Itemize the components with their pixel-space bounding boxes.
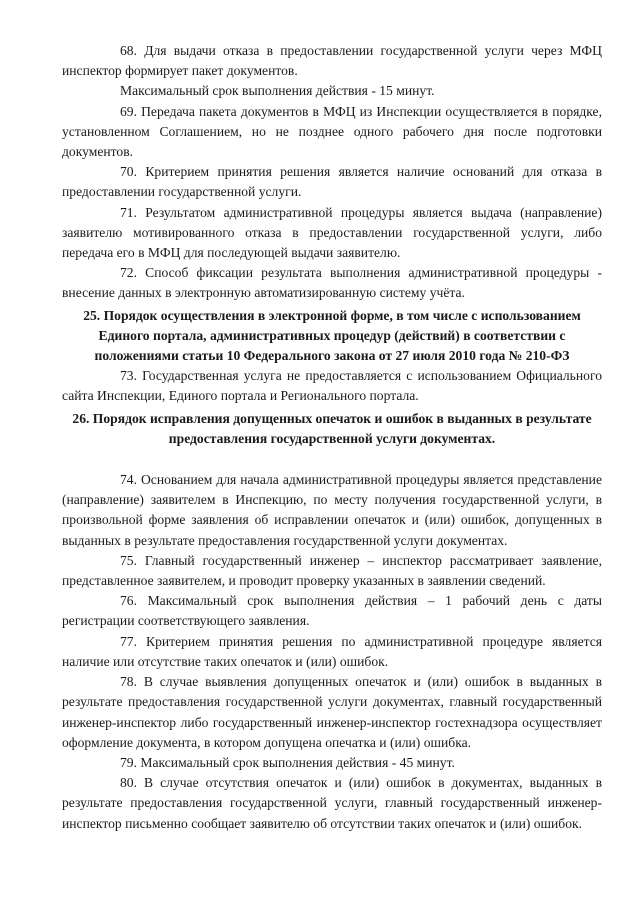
paragraph-73: 73. Государственная услуга не предоставляется с использованием Официального сайта Инспекции, Единого портала и Регионального портала.	[62, 368, 602, 404]
paragraph-69: 69. Передача пакета документов в МФЦ из Инспекции осуществляется в порядке, установленном Соглашением, но не позднее одного рабочего дня после подготовки документов.	[62, 103, 602, 160]
paragraph-77: 77. Критерием принятия решения по административной процедуре является наличие или отсутствие таких опечаток и (или) ошибок.	[62, 633, 602, 669]
paragraph-75: 75. Главный государственный инженер – инспектор рассматривает заявление, представленное заявителем, и проводит проверку указанных в заявлении сведений.	[62, 552, 602, 589]
paragraph-79: 79. Максимальный срок выполнения действия - 45 минут.	[120, 754, 455, 770]
paragraph-78: 78. В случае выявления допущенных опечаток и (или) ошибок в выданных в результате предоставления государственной услуги документах, главный государственный инженер-инспектор либо государственный инженер-инспектор гостехнадзора осуществляет оформление документа, в котором допущена опечатка и (или) ошибка.	[62, 674, 602, 750]
section-heading-25: 25. Порядок осуществления в электронной форме, в том числе с использованием Единого портала, административных процедур (действий) в соответствии с положениями статьи 10 Федерального закона от 27 июля 2010 года № 210-ФЗ	[83, 307, 581, 364]
paragraph-71: 71. Результатом административной процедуры является выдача (направление) заявителю мотивированного отказа в предоставлении государственной услуги, либо передача его в МФЦ для последующей выдачи заявителю.	[62, 204, 602, 261]
section-heading-26: 26. Порядок исправления допущенных опечаток и ошибок в выданных в результате предоставления государственной услуги документах.	[72, 410, 592, 446]
paragraph-70: 70. Критерием принятия решения является наличие оснований для отказа в предоставлении государственной услуги.	[62, 164, 602, 200]
paragraph-74: 74. Основанием для начала административной процедуры является представление (направление) заявителем в Инспекцию, по месту получения государственной услуги, в произвольной форме заявления об исправлении опечаток и (или) ошибок, допущенных в выданных в результате предоставления государственной услуги документах.	[62, 472, 602, 548]
spacer	[62, 449, 602, 470]
paragraph-72: 72. Способ фиксации результата выполнения административной процедуры - внесение данных в электронную автоматизированную систему учёта.	[62, 265, 602, 301]
paragraph-68: 68. Для выдачи отказа в предоставлении государственной услуги через МФЦ инспектор формирует пакет документов.	[62, 43, 602, 79]
paragraph-80: 80. В случае отсутствия опечаток и (или) ошибок в документах, выданных в результате предоставления государственной услуги, главный государственный инженер-инспектор письменно сообщает заявителю об отсутствии таких опечаток и (или) ошибок.	[62, 775, 602, 831]
paragraph-76: 76. Максимальный срок выполнения действия – 1 рабочий день с даты регистрации соответствующего заявления.	[62, 593, 602, 629]
document-page	[62, 41, 602, 834]
paragraph-68-deadline: Максимальный срок выполнения действия - 15 минут.	[120, 83, 435, 99]
